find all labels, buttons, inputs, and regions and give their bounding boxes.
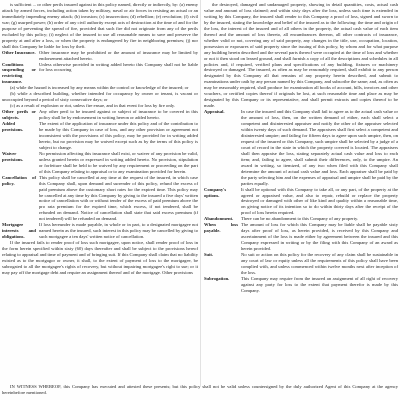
left-column [2,2,198,400]
clause [2,222,198,240]
clause-text: No permission affecting this insurance shall exist, or waiver of any provision be valid, unless granted herein or expressed in writing added hereto. No provision, stipulation or forfeiture shall be held to be waived by any requirement or proceeding on the part of this Company relating to appraisal or to any examination provided for herein. [39,150,198,174]
clause-heading: Company's options. [204,186,227,198]
clause-heading: Mortgagee interests and obligations. [2,222,36,240]
clause [2,175,198,223]
clause-text: Other insurance may be prohibited or the amount of insurance may be limited by endorsement attached hereto. [39,49,198,61]
clause [204,109,398,186]
clause-text: This Company may require from the insured an assignment of all right of recovery against any party for loss to the extent that payment therefor is made by this Company. [241,275,398,293]
paragraph: (c) as a result of explosion or riot, unless fire ensue, and in that event for loss by fire only. [10,103,176,109]
clause [204,252,398,276]
column-divider [200,0,201,386]
clause-text: In case the insured and this Company shall fail to agree as to the actual cash value or the amount of loss, then, on the written demand of either, each shall select a competent and disinterested appraiser and notify the other of the appraiser selected within twenty days of such demand. The appraisers shall first select a competent and disinterested umpire; and failing for fifteen days to agree upon such umpire, then, on request of the insured or this Company, such umpire shall be selected by a judge of a court of record in the state in which the property covered is located. The appraisers shall then appraise the loss, stating separately actual cash value and loss to each item; and, failing to agree, shall submit their differences, only, to the umpire. An award in writing, so itemized, of any two when filed with this Company shall determine the amount of actual cash value and loss. Each appraiser shall be paid by the party selecting him and the expenses of appraisal and umpire shall be paid by the parties equally. [241,109,398,186]
clause [2,121,198,151]
clause [204,276,398,294]
clause-heading: When loss payable. [204,222,238,234]
clause-text: Unless otherwise provided in writing added hereto this Company shall not be liable for loss occurring [39,61,198,73]
clause-heading: Other Insurance. [2,49,36,55]
clause-heading: Abandonment. [204,216,234,222]
clause-heading: Subrogation. [204,275,230,281]
clause-text: It shall be optional with this Company to take all, or any part, of the property at the agreed or appraised value, and also to repair, rebuild or replace the property destroyed or damaged with other of like kind and quality within a reasonable time, on giving notice of its intention so to do within thirty days after the receipt of the proof of loss herein required. [241,186,398,216]
right-column [204,2,398,400]
paragraph: (b) while a described building, whether intended for occupancy by owner or tenant, is vacant or unoccupied beyond a period of sixty consecutive days; or [2,91,198,103]
clause [204,187,398,217]
clause-heading: Cancellation of policy. [2,174,36,186]
clause [204,222,398,252]
clause-heading: Suit. [204,252,214,258]
paragraph: the destroyed, damaged and undamaged property, showing in detail quantities, costs, actual cash value and amount of loss claimed; and within sixty days after the loss, unless such time is extended in writing by this Company, the insured shall render to this Company a proof of loss, signed and sworn to by the insured, stating the knowledge and belief of the insured as to the following: the time and origin of the loss, the interest of the insured and of all others in the property, the actual cash value of each item thereof and the amount of loss thereto, all encumbrances thereon, all other contracts of insurance, whether valid or not, covering any of said property, any changes in the title, use, occupation, location, possession or exposures of said property since the issuing of this policy, by whom and for what purpose any building herein described and the several parts thereof were occupied at the time of loss and whether or not it then stood on leased ground, and shall furnish a copy of all the descriptions and schedules in all policies and, if required, verified plans and specifications of any building, fixtures or machinery destroyed or damaged. The insured, as often as may be reasonably required, shall exhibit to any person designated by this Company all that remains of any property herein described, and submit to examinations under oath by any person named by this Company, and subscribe the same; and, as often as may be reasonably required, shall produce for examination all books of account, bills, invoices and other vouchers, or certified copies thereof if originals be lost, at such reasonable time and place as may be designated by this Company or its representative, and shall permit extracts and copies thereof to be made. [204,2,398,109]
clause-heading: Added provisions. [2,121,24,133]
clause-text: The extent of the application of insurance under this policy and of the contribution to be made by this Company in case of loss, and any other provision or agreement not inconsistent with the provisions of this policy, may be provided for in writing added hereto, but no provision may be waived except such as by the terms of this policy is subject to change. [39,121,198,150]
clause-text: There can be no abandonment to this Company of any property. [241,216,359,222]
clause [2,62,198,86]
clause-heading: Conditions suspending or restricting insurance. [2,61,36,85]
clause-text: No suit or action on this policy for the recovery of any claim shall be sustainable in any court of law or equity unless all the requirements of this policy shall have been complied with, and unless commenced within twelve months next after inception of the loss. [241,252,398,275]
clause-text: This policy shall be cancelled at any time at the request of the insured, in which case this Company shall, upon demand and surrender of this policy, refund the excess of paid premium above the customary short rates for the expired time. This policy may be cancelled at any time by this Company by giving to the insured a five days' written notice of cancellation with or without tender of the excess of paid premium above the pro rata premium for the expired time, which excess, if not tendered, shall be refunded on demand. Notice of cancellation shall state that said excess premium (if not tendered) will be refunded on demand. [39,174,198,222]
closing-paragraph [2,384,398,396]
clause-text: Any other peril to be insured against or subject of insurance to be covered in this policy shall be by endorsement in writing hereon or added hereto. [39,109,198,121]
paragraph: If the insured fails to render proof of loss such mortgagee, upon notice, shall render proof of loss in the form herein specified within sixty (60) days thereafter and shall be subject to the provisions hereof relating to appraisal and time of payment and of bringing suit. If this Company shall claim that no liability existed as to the mortgagor or owner, it shall, to the extent of payment of loss to the mortgagee, be subrogated to all the mortgagee's rights of recovery, but without impairing mortgagee's right to sue; or it may pay off the mortgage debt and require an assignment thereof and of the mortgage. Other provisions [2,240,198,275]
witness-clause: IN WITNESS WHEREOF, this Company has executed and attested these presents; but this policy shall not be valid unless countersigned by the duly authorized Agent of this Company at the agency hereinbefore mentioned. [2,384,398,396]
paragraph: (a) while the hazard is increased by any means within the control or knowledge of the insured; or [10,85,189,91]
clause [2,109,198,121]
clause-text: If loss hereunder is made payable, in whole or in part, to a designated mortgagee not named herein as the insured, such interest in this policy may be cancelled by giving to such mortgagee a ten days' written notice of cancellation. [39,222,198,240]
clause [2,50,198,62]
clause-heading: Other perils or subjects. [2,109,36,121]
clause [2,151,198,175]
clause-text: The amount of loss for which this Company may be liable shall be payable sixty days after proof of loss, as herein provided, is received by this Company and ascertainment of the loss is made either by agreement between the insured and this Company expressed in writing or by the filing with this Company of an award as herein provided. [241,222,398,252]
paragraph: is sufficient ... or other perils insured against in this policy named, directly or indirectly, by: (a) enemy attack by armed forces, including action taken by military, naval or air forces in resisting an actual or an immediately impending enemy attack; (b) invasion; (c) insurrection; (d) rebellion; (e) revolution; (f) civil war; (g) usurped power; (h) order of any civil authority except acts of destruction at the time of and for the purpose of preventing the spread of fire, provided that such fire did not originate from any of the perils excluded by this policy; (i) neglect of the insured to use all reasonable means to save and preserve the property at and after a loss, or when the property is endangered by fire in neighboring premises; (j) nor shall this Company be liable for loss by theft. [2,2,198,49]
clause-heading: Appraisal. [204,109,225,115]
clause-heading: Waiver provisions. [2,150,24,162]
